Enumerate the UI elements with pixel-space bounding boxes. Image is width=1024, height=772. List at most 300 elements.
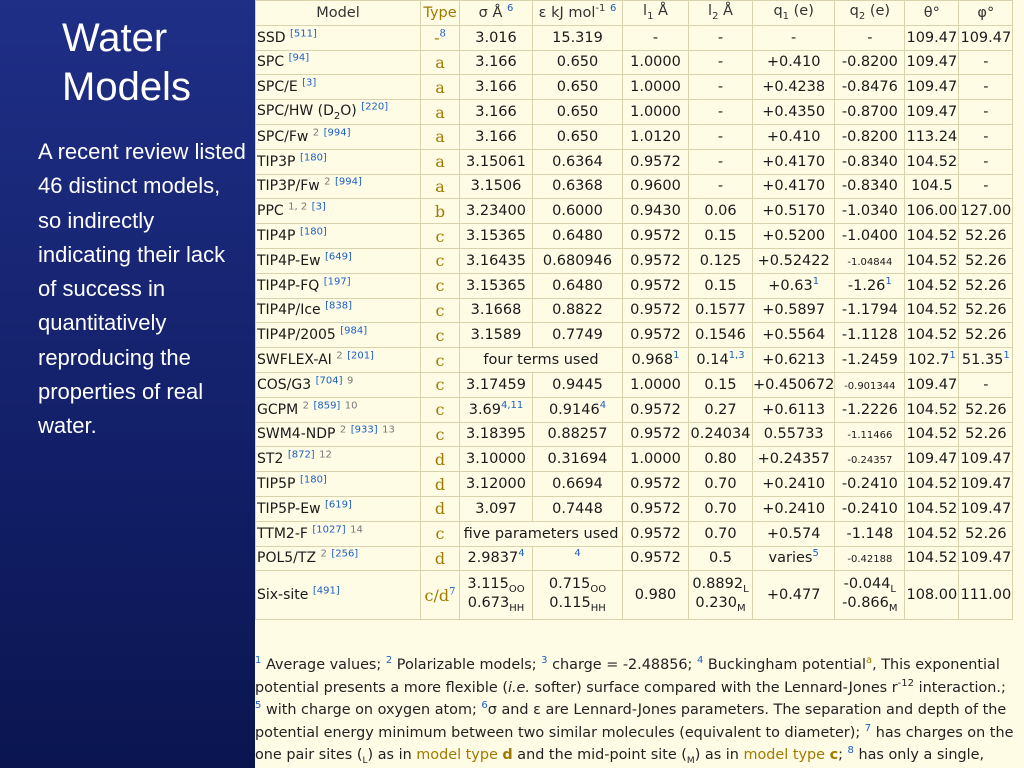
phi-cell [959,175,1012,199]
cell-value: - [791,29,797,46]
model-type: d [434,499,446,519]
model-type: c [435,276,445,296]
cell-value: - [983,128,989,145]
cell-value: 3.17459 [466,376,526,393]
l2-cell [689,51,752,75]
table-row [256,75,1012,99]
l2-cell [689,522,752,546]
phi-cell [959,398,1012,422]
table-row [256,447,1012,471]
superscript-note: 1 [885,275,892,287]
cell-value: +0.410 [766,54,821,71]
cell-value: 0.9572 [630,153,681,170]
model-name-cell [256,75,420,99]
model-name-cell [256,199,420,223]
epsilon-cell [533,571,622,619]
sigma-cell [460,423,532,447]
cell-value: 104.52 [906,302,958,319]
model-name-cell [256,100,420,124]
cell-value: +0.63 [768,277,813,294]
model-name: TIP5P-Ew [257,500,321,517]
cell-value: 1.0000 [630,104,681,121]
footnotes [255,654,1024,772]
l2-cell [689,323,752,347]
sigma-cell [460,26,532,50]
model-type-cell [421,373,459,397]
cell-value: 102.7 [907,352,950,369]
superscript-note: [180] [299,474,327,486]
q2-cell [835,522,904,546]
cell-value: 109.47 [906,54,958,71]
cell-value: 1.0000 [630,451,681,468]
l1-cell [623,447,688,471]
model-type: a [435,52,445,72]
cell-value: -0.8340 [841,153,898,170]
cell-value: 109.47 [906,104,958,121]
q2-cell [835,299,904,323]
phi-cell [959,150,1012,174]
l2-cell [689,175,752,199]
cell-value: 104.52 [906,500,958,517]
cell-value: 0.1546 [695,327,746,344]
cell-value: 0.7749 [552,327,603,344]
superscript-note: [491] [312,585,340,597]
q1-cell [753,75,834,99]
cell-value: 0.673 [467,595,510,612]
superscript-note: [180] [299,152,327,164]
table-row [256,274,1012,298]
cell-value: - [983,104,989,121]
cell-value: +0.450672 [753,376,835,393]
superscript-note: [201] [347,350,374,362]
superscript-note: 12 [319,449,332,461]
theta-cell [905,199,958,223]
theta-cell [905,348,958,372]
superscript-note: 2 [339,424,347,436]
table-row [256,26,1012,50]
superscript-note: [3] [311,201,326,213]
cell-value: 109.47 [960,29,1012,46]
cell-value: +0.4350 [762,104,826,121]
cell-value: 0.9572 [630,302,681,319]
cell-value: 3.016 [475,29,517,46]
l1-cell [623,75,688,99]
model-name: SSD [257,29,286,46]
model-name-cell [256,150,420,174]
l1-cell [623,26,688,50]
l1-cell [623,472,688,496]
l1-cell [623,199,688,223]
sigma-cell [460,472,532,496]
model-name: TIP4P/Ice [257,302,321,319]
model-type-cell [421,175,459,199]
superscript-note: [704] [315,375,343,387]
l2-cell [689,224,752,248]
superscript-note: [256] [331,548,359,560]
model-type: d [434,474,446,494]
cell-value: 0.9572 [630,228,681,245]
cell-value: -1.26 [847,277,886,294]
superscript-note: [511] [290,28,317,40]
q2-cell [835,100,904,124]
title-line-2: Models [62,65,191,109]
model-type: c [435,524,445,544]
header-row [256,1,1012,25]
l1-cell [623,150,688,174]
cell-value: 0.9445 [552,376,603,393]
header-epsilon: ε kJ mol$^{-1}$ $^6$ [533,1,622,25]
model-type-cell [421,51,459,75]
q2-cell [835,398,904,422]
cell-value: 3.16435 [466,252,526,269]
l2-cell [689,571,752,619]
sigma-cell [460,274,532,298]
model-name: TIP3P/Fw [257,178,320,195]
theta-cell [905,26,958,50]
cell-value: -1.2226 [841,401,898,418]
l1-cell [623,299,688,323]
l1-cell [623,348,688,372]
cell-sub: HH [590,603,606,615]
sigma-cell [460,497,532,521]
model-name: PPC [257,203,284,220]
table-row [256,249,1012,273]
model-type: a [435,152,445,172]
content-panel [255,0,1024,768]
cell-value: 109.47 [906,376,958,393]
superscript-note: 10 [344,399,358,411]
model-type: d [434,449,446,469]
model-name-cell [256,348,420,372]
model-type: c/d [424,585,450,605]
model-type-cell [421,472,459,496]
cell-sub: M [736,603,746,615]
table-row [256,199,1012,223]
superscript-note: 4 [518,548,525,560]
cell-value: - [983,54,989,71]
model-name-cell [256,323,420,347]
theta-cell [905,249,958,273]
cell-value: 3.69 [468,401,502,418]
cell-value: 3.166 [475,128,517,145]
cell-value: -1.04844 [847,256,893,268]
phi-cell [959,447,1012,471]
superscript-note: [838] [325,300,352,312]
table-row [256,100,1012,124]
cell-value: 0.15 [704,376,737,393]
superscript-note: 2 [302,399,309,411]
l2-cell [689,125,752,149]
superscript-note: 1 [1003,350,1010,362]
superscript-note: [197] [323,276,351,287]
q2-cell [835,75,904,99]
model-name-after: O) [340,102,357,119]
model-name: SPC/E [257,79,298,96]
model-type-cell [421,125,459,149]
cell-value: -0.044 [843,576,891,593]
cell-value: 109.47 [960,476,1012,493]
model-name: SPC/HW (D [257,102,334,119]
model-name-cell [256,497,420,521]
theta-cell [905,51,958,75]
cell-value: - [867,29,873,46]
cell-value: 104.52 [906,426,958,443]
epsilon-cell [533,100,622,124]
cell-value: 0.31694 [547,451,608,468]
q1-cell [753,522,834,546]
phi-cell [959,547,1012,571]
table-row [256,373,1012,397]
q1-cell [753,199,834,223]
model-type: a [435,176,445,196]
model-type-cell [421,249,459,273]
q1-cell [753,299,834,323]
phi-cell [959,323,1012,347]
table-row [256,571,1012,619]
cell-value: -1.0340 [841,203,898,220]
superscript-note: 14 [350,523,363,535]
cell-value: 0.70 [704,500,737,517]
cell-value: 104.52 [906,476,958,493]
cell-sub: OO [508,584,525,596]
cell-value: 3.15365 [466,277,526,294]
model-name: TIP4P [257,228,296,245]
sigma-cell [460,299,532,323]
cell-value: 109.47 [960,451,1012,468]
cell-value: 3.166 [475,79,517,96]
l2-cell [689,100,752,124]
q1-cell [753,100,834,124]
table-row [256,497,1012,521]
q1-cell [753,125,834,149]
q1-cell [753,497,834,521]
cell-value: 3.115 [467,576,509,593]
model-type: - [434,28,440,48]
cell-value: -0.42188 [847,554,893,566]
q1-cell: +0.477 [753,571,834,619]
phi-cell [959,348,1012,372]
q1-cell [753,26,834,50]
phi-cell: 111.00 [959,571,1012,619]
model-type: c [435,350,445,370]
model-type: a [435,127,445,147]
merged-params-cell: four terms used [460,348,622,372]
epsilon-cell [533,75,622,99]
cell-value: 109.47 [906,29,958,46]
model-type-cell [421,323,459,347]
cell-value: 0.5 [708,550,733,567]
footnote-line-2: potential presents a more flexible (i.e. softer) surface compared with the Lennard-Jones $r^{-12}$ interaction.; [255,677,1006,696]
l2-cell [689,199,752,223]
q2-cell [835,249,904,273]
cell-value: +0.4238 [762,79,826,96]
cell-value: 0.06 [704,203,737,220]
model-type: a [435,102,445,122]
sigma-cell [460,398,532,422]
cell-value: - [717,29,724,46]
cell-value: 109.47 [906,451,958,468]
cell-value: 0.115 [549,595,591,612]
q1-cell [753,447,834,471]
cell-value: - [983,79,989,96]
cell-value: 104.5 [911,178,953,195]
cell-value: 0.6000 [552,203,603,220]
l1-cell [623,175,688,199]
model-name: TIP5P [257,476,296,493]
cell-value: - [983,376,989,393]
q2-cell [835,175,904,199]
epsilon-cell [533,472,622,496]
cell-value: 104.52 [906,252,958,269]
model-name: POL5/TZ [257,550,317,567]
cell-value: - [717,104,724,121]
q2-cell [835,373,904,397]
cell-value: 0.125 [699,252,742,269]
cell-value: 0.650 [556,128,599,145]
model-type-cell [421,75,459,99]
model-type-cell [421,274,459,298]
phi-cell [959,100,1012,124]
q1-cell [753,423,834,447]
model-type-cell [421,26,459,50]
cell-value: 52.26 [965,426,1007,443]
model-name-cell [256,373,420,397]
cell-value: 3.166 [475,54,517,71]
model-name: COS/G3 [257,376,312,393]
cell-value: 15.319 [552,29,603,46]
model-name-cell [256,274,420,298]
superscript-note: 1 [949,350,956,362]
theta-cell [905,522,958,546]
epsilon-cell [533,497,622,521]
model-type-cell [421,547,459,571]
epsilon-cell [533,26,622,50]
l2-cell [689,299,752,323]
cell-value: +0.24357 [757,451,830,468]
q1-cell [753,249,834,273]
q2-cell [835,274,904,298]
cell-value: 0.230 [695,595,737,612]
l2-cell [689,26,752,50]
q2-cell [835,472,904,496]
model-name-cell [256,175,420,199]
table-row [256,299,1012,323]
cell-value: 104.52 [906,401,958,418]
phi-cell [959,423,1012,447]
slide-description: A recent review listed 46 distinct models, so indirectly indicating their lack of success in quantitatively reproducing the properties of real water. [38,139,246,439]
cell-value: -0.8200 [841,54,898,71]
model-type-cell [421,447,459,471]
cell-value: 0.9572 [630,500,681,517]
model-type-cell [421,224,459,248]
phi-cell [959,51,1012,75]
superscript-note: [994] [334,176,362,188]
sigma-cell [460,175,532,199]
superscript-note: [619] [324,499,352,511]
table-row [256,125,1012,149]
phi-cell [959,522,1012,546]
cell-value: 0.9572 [630,401,681,418]
cell-value: -0.24357 [847,455,893,467]
table-row [256,398,1012,422]
model-name-cell [256,447,420,471]
model-type-cell [421,398,459,422]
q1-cell [753,547,834,571]
model-name-cell [256,26,420,50]
cell-value: - [717,128,724,145]
theta-cell [905,497,958,521]
theta-cell [905,373,958,397]
cell-value: 3.1668 [470,302,522,319]
q1-cell [753,175,834,199]
footnote-line-5: one pair sites $(_L)$ as in model type d and the mid-point site $(_M)$ as in model type c; $^8$ has only a single, [255,745,985,766]
theta-cell [905,398,958,422]
cell-value: 0.88257 [547,426,608,443]
cell-value: 0.968 [631,352,674,369]
superscript-note: 13 [382,424,395,436]
cell-value: 3.1506 [470,178,522,195]
sigma-cell [460,199,532,223]
q2-cell [835,224,904,248]
l2-cell [689,472,752,496]
cell-value: +0.5564 [762,327,826,344]
header-l2: $l_2$ Å [689,1,752,25]
model-type: c [435,300,445,320]
cell-value: 51.35 [961,352,1004,369]
superscript-note: 1,3 [728,350,745,362]
title-line-1: Water [62,16,168,60]
l1-cell [623,323,688,347]
cell-value: +0.2410 [762,476,826,493]
model-type: c [435,375,445,395]
l2-cell [689,547,752,571]
model-type-cell [421,497,459,521]
model-name: TIP4P-FQ [257,277,320,294]
theta-cell [905,75,958,99]
l2-cell [689,274,752,298]
table-row [256,423,1012,447]
cell-value: -0.866 [842,595,889,612]
cell-value: +0.410 [766,128,821,145]
cell-value: -1.2459 [841,352,898,369]
cell-value: 0.24034 [690,426,751,443]
sigma-cell [460,75,532,99]
cell-value: 0.6694 [552,476,603,493]
cell-value: 109.47 [960,500,1012,517]
merged-params-cell: five parameters used [460,522,622,546]
q1-cell [753,274,834,298]
table-row [256,51,1012,75]
epsilon-cell [533,249,622,273]
superscript-note: [872] [287,449,315,461]
superscript-note: [994] [323,127,351,139]
table-row [256,150,1012,174]
cell-value: -1.0400 [841,228,898,245]
epsilon-cell [533,373,622,397]
sigma-cell [460,547,532,571]
cell-value: 0.9572 [630,550,681,567]
epsilon-cell [533,323,622,347]
superscript-note: [180] [299,226,327,238]
cell-value: 2.9837 [467,550,519,567]
q1-cell [753,348,834,372]
l2-cell [689,75,752,99]
epsilon-cell [533,398,622,422]
phi-cell [959,497,1012,521]
l1-cell [623,398,688,422]
footnote-line-4: potential energy minimum between two similar molecules (equivalent to diameter); $^7$ has charges on the [255,722,1014,741]
cell-value: 0.9572 [630,252,681,269]
